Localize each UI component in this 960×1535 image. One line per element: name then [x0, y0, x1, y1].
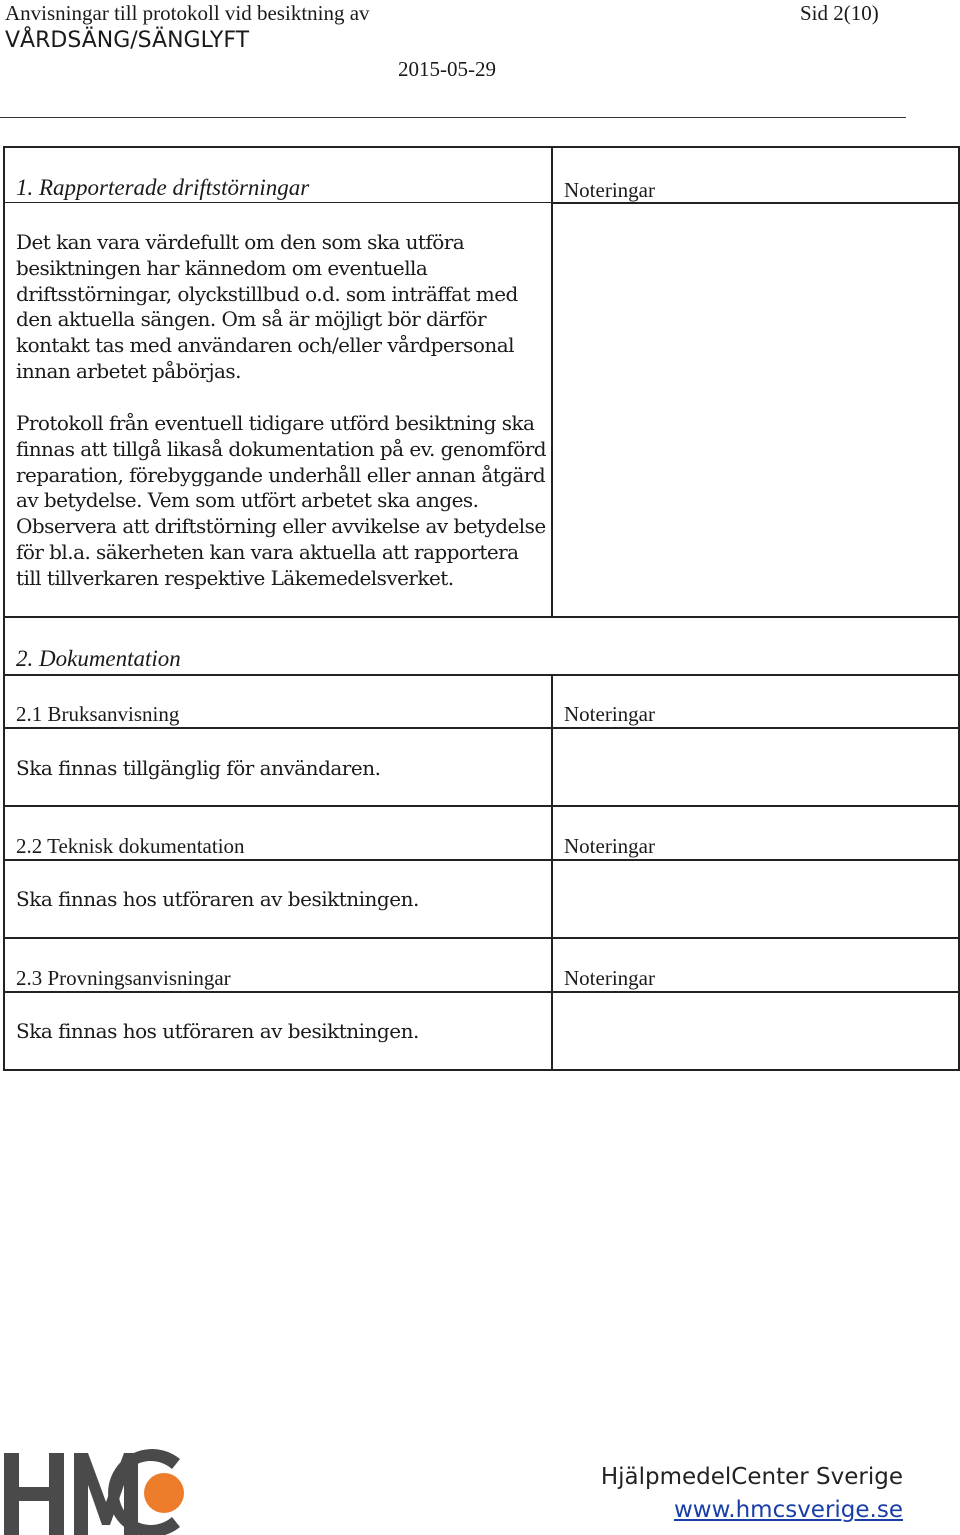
- item-heading: 2.1 Bruksanvisning: [16, 702, 180, 726]
- section-1-title: 1. Rapporterade driftstörningar: [16, 175, 310, 200]
- item-notes-label: Noteringar: [564, 966, 655, 990]
- hmc-logo: [0, 1447, 185, 1535]
- item-text: Ska finnas hos utföraren av besiktningen.: [16, 1019, 419, 1043]
- document-date: 2015-05-29: [398, 57, 496, 81]
- item-heading: 2.3 Provningsanvisningar: [16, 966, 231, 990]
- section-2-title: 2. Dokumentation: [16, 646, 181, 671]
- section-1-paragraph-1: Det kan vara värdefullt om den som ska utföra besiktningen har kännedom om eventuella driftsstörningar, olyckstillbud o.d. som inträffat med den aktuella sängen. Om så är möjligt bör därför kontakt tas med användaren och/eller vårdpersonal innan arbetet påbörjas.: [16, 230, 518, 383]
- section-1-notes-label: Noteringar: [564, 178, 655, 202]
- document-title: Anvisningar till protokoll vid besiktning av: [5, 1, 370, 25]
- item-heading: 2.2 Teknisk dokumentation: [16, 834, 245, 858]
- footer-org-name: HjälpmedelCenter Sverige: [600, 1464, 903, 1490]
- item-text: Ska finnas tillgänglig för användaren.: [16, 756, 381, 780]
- item-notes-label: Noteringar: [564, 834, 655, 858]
- page-number: Sid 2(10): [800, 1, 879, 25]
- item-notes-label: Noteringar: [564, 702, 655, 726]
- item-text: Ska finnas hos utföraren av besiktningen.: [16, 887, 419, 911]
- header-divider: [0, 117, 906, 118]
- section-1-paragraph-2: Protokoll från eventuell tidigare utförd besiktning ska finnas att tillgå likaså dokumentation på ev. genomförd reparation, förebyggande underhåll eller annan åtgärd av betydelse. Vem som utfört arbetet ska anges. Observera att driftstörning eller avvikelse av betydelse för bl.a. säkerheten kan vara aktuella att rapportera till tillverkaren respektive Läkemedelsverket.: [16, 411, 546, 590]
- footer-website-link[interactable]: www.hmcsverige.se: [673, 1497, 903, 1523]
- document-subtitle: VÅRDSÄNG/SÄNGLYFT: [5, 28, 250, 53]
